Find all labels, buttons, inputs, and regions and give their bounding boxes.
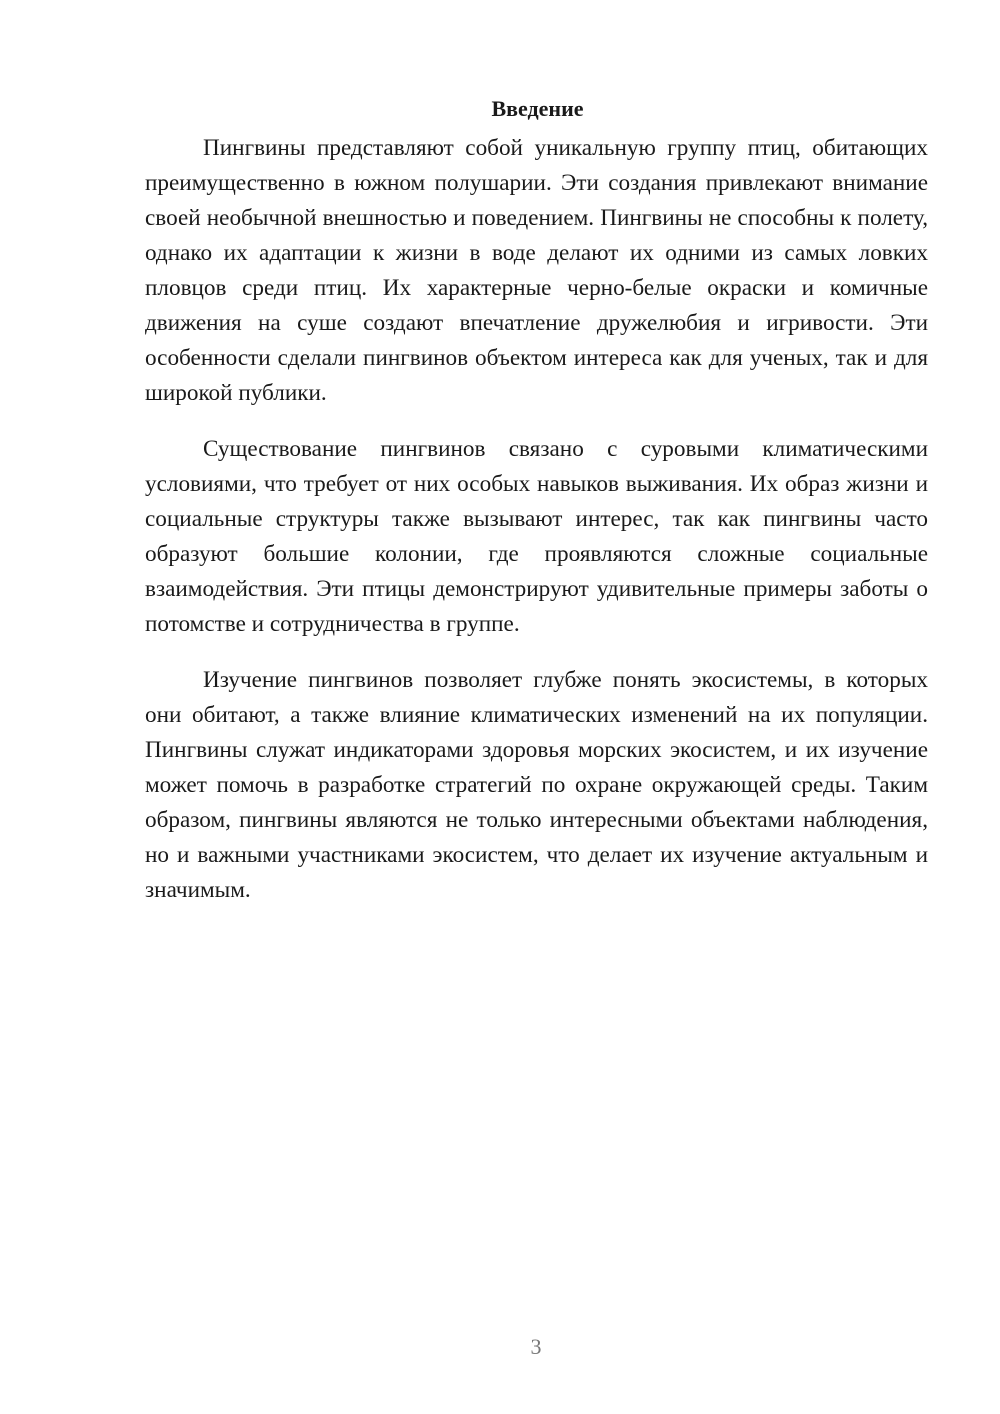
page-number: 3: [530, 1334, 542, 1359]
section-heading: Введение: [491, 96, 584, 121]
paragraph-2: Существование пингвинов связано с суровыми климатическими условиями, что требует от них особых навыков выживания. Их образ жизни и социальные структуры также вызывают интерес, так как пингвины часто образуют большие колонии, где проявляются сложные социальные взаимодействия. Эти птицы демонстрируют удивительные примеры заботы о потомстве и сотрудничества в группе.: [145, 436, 928, 637]
page-body: [145, 92, 928, 908]
paragraph-1: Пингвины представляют собой уникальную группу птиц, обитающих преимущественно в южном полушарии. Эти создания привлекают внимание своей необычной внешностью и поведением. Пингвины не способны к полету, однако их адаптации к жизни в воде делают их одними из самых ловких пловцов среди птиц. Их характерные черно-белые окраски и комичные движения на суше создают впечатление дружелюбия и игривости. Эти особенности сделали пингвинов объектом интереса как для ученых, так и для широкой публики.: [145, 135, 928, 406]
paragraph-3: Изучение пингвинов позволяет глубже понять экосистемы, в которых они обитают, а также влияние климатических изменений на их популяции. Пингвины служат индикаторами здоровья морских экосистем, и их изучение может помочь в разработке стратегий по охране окружающей среды. Таким образом, пингвины являются не только интересными объектами наблюдения, но и важными участниками экосистем, что делает их изучение актуальным и значимым.: [145, 667, 928, 903]
